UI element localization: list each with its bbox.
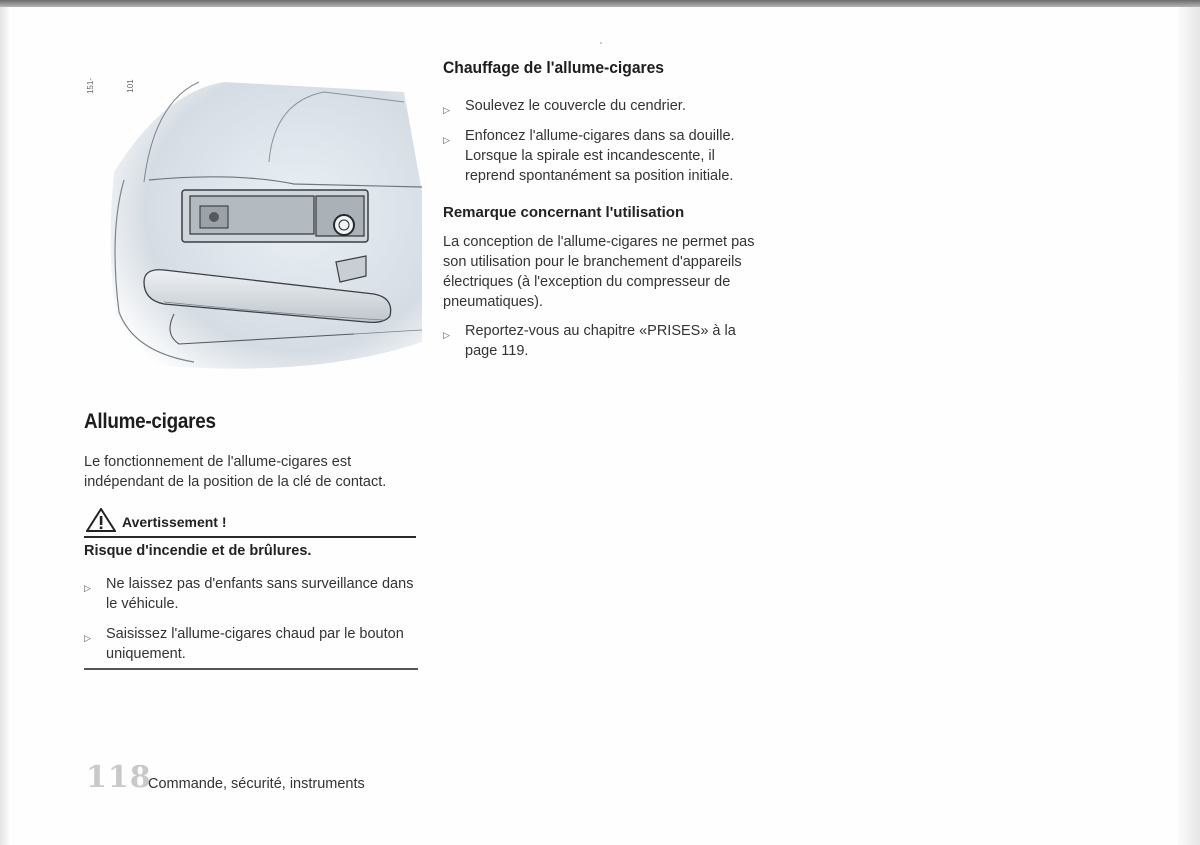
warning-header [84, 508, 416, 538]
warning-risk: Risque d'incendie et de brûlures. [84, 543, 312, 559]
step-text: Soulevez le couvercle du cendrier. [465, 98, 686, 114]
scan-top-edge [0, 0, 1200, 7]
note-title: Remarque concernant l'utilisation [443, 204, 685, 221]
step-item [443, 126, 763, 186]
warning-item [84, 574, 418, 614]
note-paragraph: La conception de l'allume-cigares ne permet pas son utilisation pour le branchement d'appareils électriques (à l'exception du compresseur de pneumatiques). [443, 234, 755, 310]
intro-paragraph: Le fonctionnement de l'allume-cigares est indépendant de la position de la clé de contact. [84, 454, 387, 490]
page-number: 118 [86, 760, 152, 795]
figure-code: 151-101 [86, 78, 135, 95]
warning-item-text: Saisissez l'allume-cigares chaud par le bouton uniquement. [106, 626, 404, 662]
triangle-bullet-icon: ▷ [443, 135, 450, 145]
reference-item [443, 321, 761, 361]
scan-speck [600, 42, 602, 44]
triangle-bullet-icon: ▷ [84, 633, 91, 643]
scan-left-edge [0, 7, 9, 845]
warning-label: Avertissement ! [122, 514, 227, 530]
triangle-bullet-icon: ▷ [443, 330, 450, 340]
warning-end-rule [84, 668, 418, 670]
section-title: Allume-cigares [84, 410, 216, 433]
triangle-bullet-icon: ▷ [443, 105, 450, 115]
subsection-title: Chauffage de l'allume-cigares [443, 58, 665, 77]
cigarette-lighter-illustration [104, 72, 422, 384]
warning-item-text: Ne laissez pas d'enfants sans surveillance dans le véhicule. [106, 576, 414, 612]
triangle-bullet-icon: ▷ [84, 583, 91, 593]
step-text: Enfoncez l'allume-cigares dans sa douille. Lorsque la spirale est incandescente, il reprend spontanément sa position initiale. [465, 128, 735, 184]
step-item [443, 96, 783, 120]
scan-right-edge [1178, 7, 1200, 845]
section-name: Commande, sécurité, instruments [148, 776, 365, 792]
warning-item [84, 624, 418, 664]
warning-triangle-icon [86, 508, 116, 532]
reference-text: Reportez-vous au chapitre «PRISES» à la page 119. [465, 323, 736, 359]
